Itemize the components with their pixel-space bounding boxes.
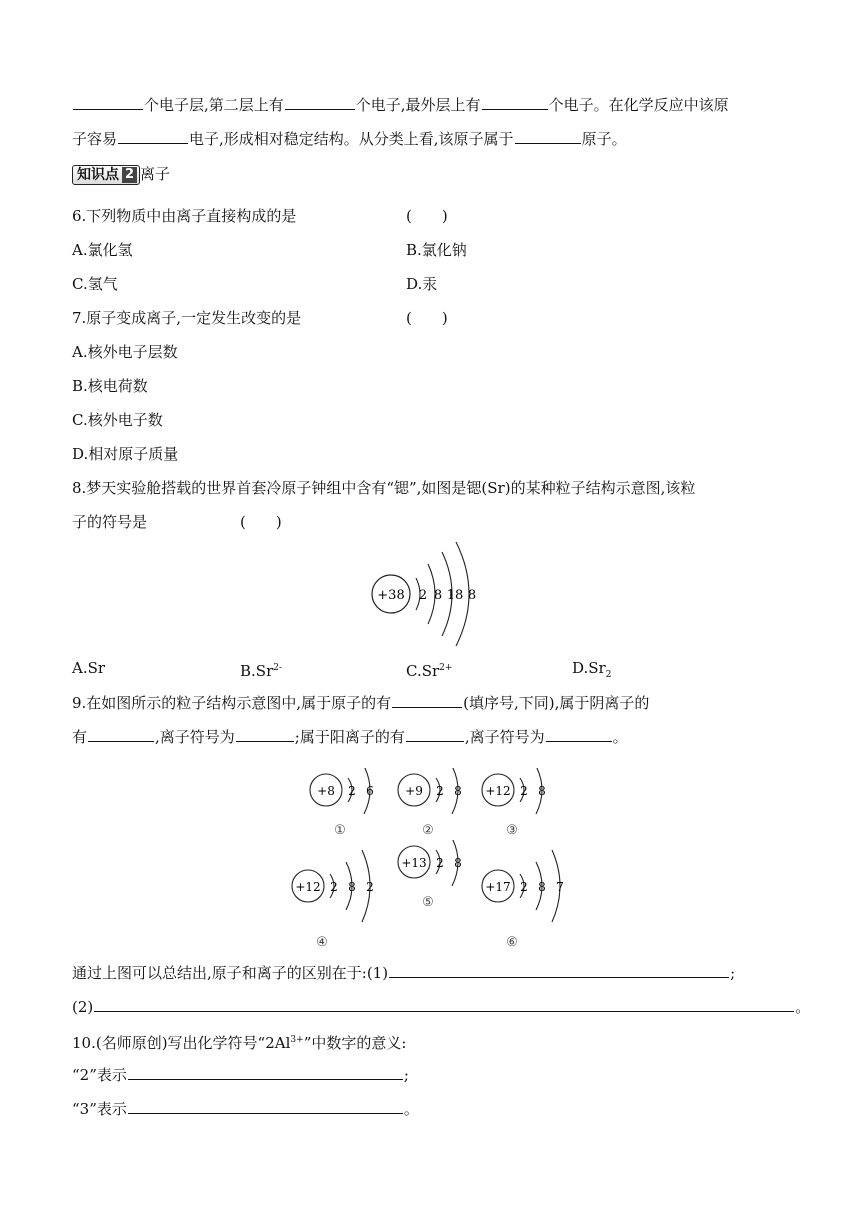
answer-blank[interactable] <box>94 996 794 1012</box>
shell-count: 8 <box>454 784 462 798</box>
answer-blank[interactable] <box>482 94 548 110</box>
diagram-label: ③ <box>506 823 518 838</box>
sr-structure-diagram <box>366 538 496 648</box>
particle-diagram-5 <box>394 840 486 952</box>
q8-stem-1: 8.梦天实验舱搭载的世界首套冷原子钟组中含有“锶”,如图是锶(Sr)的某种粒子结构示意图,该粒 <box>72 479 696 497</box>
q10-line-2: “3”表示 。 <box>72 1100 419 1118</box>
q5-line-1: 个电子层,第二层上有 个电子,最外层上有 个电子。在化学反应中该原 <box>72 94 729 115</box>
option-d[interactable]: D.相对原子质量 <box>72 445 179 463</box>
nucleus-charge: +17 <box>485 880 511 894</box>
section-title: 离子 <box>140 165 171 183</box>
diagram-label: ① <box>334 823 346 838</box>
answer-blank[interactable] <box>128 1064 403 1080</box>
q9-line-2: 有 ,离子符号为 ;属于阳离子的有 ,离子符号为 。 <box>72 728 628 746</box>
shell-count: 2 <box>436 856 444 870</box>
shell-count: 7 <box>556 880 564 894</box>
nucleus-charge: +12 <box>295 880 321 894</box>
answer-blank[interactable] <box>118 128 188 144</box>
answer-blank[interactable] <box>73 94 143 110</box>
answer-paren[interactable]: ( ) <box>406 207 448 225</box>
q7-stem: 7.原子变成离子,一定发生改变的是 <box>72 309 302 327</box>
answer-blank[interactable] <box>389 962 729 978</box>
option-c[interactable]: $C.Sr^{2+}$ <box>406 662 453 680</box>
q9-line-1: 9.在如图所示的粒子结构示意图中,属于原子的有 (填序号,下同),属于阴离子的 <box>72 694 650 712</box>
q9-summary-1: 通过上图可以总结出,原子和离子的区别在于:(1) ; <box>72 964 736 982</box>
shell-count: 8 <box>467 588 477 603</box>
option-b[interactable]: B.核电荷数 <box>72 377 148 395</box>
shell-count: 18 <box>446 588 464 603</box>
option-b[interactable]: B.氯化钠 <box>406 241 467 259</box>
shell-count: 2 <box>418 588 428 603</box>
option-c[interactable]: C.核外电子数 <box>72 411 163 429</box>
q8-stem-2: 子的符号是 <box>72 513 148 531</box>
q5-line-2: 子容易 电子,形成相对稳定结构。从分类上看,该原子属于 原子。 <box>72 130 627 148</box>
q10-line-1: “2”表示 ; <box>72 1066 409 1084</box>
answer-blank[interactable] <box>88 726 154 742</box>
shell-count: 2 <box>520 784 528 798</box>
shell-count: 8 <box>538 880 546 894</box>
answer-paren[interactable]: ( ) <box>240 513 282 531</box>
diagram-label: ⑥ <box>506 935 518 950</box>
option-d[interactable]: $D.Sr_2$ <box>572 659 612 680</box>
answer-blank[interactable] <box>546 726 612 742</box>
option-b[interactable]: $B.Sr^{2-}$ <box>240 662 283 680</box>
diagram-label: ② <box>422 823 434 838</box>
nucleus-charge: +9 <box>405 784 423 798</box>
option-d[interactable]: D.汞 <box>406 275 438 293</box>
shell-count: 2 <box>330 880 338 894</box>
q10-stem: 10.(名师原创)写出化学符号“$2Al^{3+}$”中数字的意义: <box>72 1034 407 1052</box>
knowledge-point-badge: 知识点 2 <box>72 165 140 185</box>
knowledge-point-heading <box>72 164 170 185</box>
answer-blank[interactable] <box>406 726 464 742</box>
q9-summary-2: (2) 。 <box>72 998 811 1016</box>
particle-diagram-6 <box>478 840 590 952</box>
shell-count: 8 <box>348 880 356 894</box>
shell-count: 2 <box>366 880 374 894</box>
option-a[interactable]: A.Sr <box>72 659 106 677</box>
nucleus-charge: +12 <box>485 784 511 798</box>
shell-count: 8 <box>454 856 462 870</box>
answer-blank[interactable] <box>515 128 581 144</box>
answer-blank[interactable] <box>128 1098 403 1114</box>
diagram-label: ⑤ <box>422 895 434 910</box>
q6-stem: 6.下列物质中由离子直接构成的是 <box>72 207 297 225</box>
shell-count: 8 <box>433 588 443 603</box>
answer-blank[interactable] <box>236 726 294 742</box>
option-c[interactable]: C.氢气 <box>72 275 118 293</box>
shell-count: 6 <box>366 784 374 798</box>
shell-count: 2 <box>348 784 356 798</box>
particle-diagram-4 <box>288 840 400 952</box>
answer-blank[interactable] <box>392 692 462 708</box>
nucleus-charge: +8 <box>317 784 335 798</box>
shell-count: 8 <box>538 784 546 798</box>
nucleus-charge: +13 <box>401 856 427 870</box>
answer-blank[interactable] <box>285 94 355 110</box>
diagram-label: ④ <box>316 935 328 950</box>
nucleus-charge: +38 <box>377 588 405 603</box>
option-a[interactable]: A.氯化氢 <box>72 241 133 259</box>
shell-count: 2 <box>520 880 528 894</box>
answer-paren[interactable]: ( ) <box>406 309 448 327</box>
shell-count: 2 <box>436 784 444 798</box>
option-a[interactable]: A.核外电子层数 <box>72 343 178 361</box>
